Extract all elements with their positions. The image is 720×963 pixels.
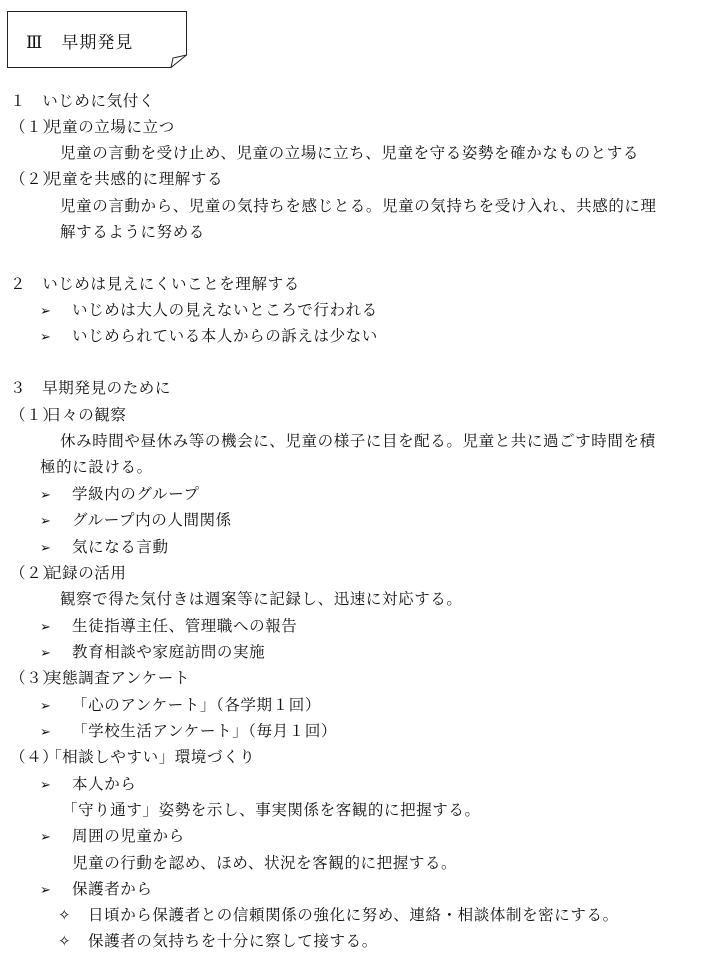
arrow-bullet-icon: ➢	[40, 330, 52, 345]
diamond-bullet-icon: ✧	[58, 932, 72, 950]
item-marker: （２）	[10, 564, 59, 582]
item-1-2-text-line2: 解するように努める	[60, 223, 205, 241]
item-marker: （４）	[10, 748, 59, 766]
item-marker: （３）	[10, 669, 59, 687]
item-marker: （２）	[10, 170, 59, 188]
item-3-3	[10, 668, 190, 688]
bullet-item: ➢ グループ内の人間関係	[40, 510, 232, 532]
item-3-2	[10, 563, 127, 583]
sub-text: 「守り通す」姿勢を示し、事実関係を客観的に把握する。	[62, 801, 481, 819]
item-1-2	[10, 169, 223, 189]
arrow-bullet-icon: ➢	[40, 646, 52, 661]
arrow-bullet-icon: ➢	[40, 725, 52, 740]
item-marker: （１）	[10, 118, 59, 136]
bullet-item: ➢ 生徒指導主任、管理職への報告	[40, 616, 297, 638]
bullet-item: ➢ 「心のアンケート」（各学期１回）	[40, 695, 321, 717]
item-3-4	[10, 747, 255, 767]
item-label: 児童を共感的に理解する	[46, 170, 224, 188]
item-1-2-text-line1: 児童の言動から、児童の気持ちを感じとる。児童の気持ちを受け入れ、共感的に理	[60, 197, 657, 215]
item-3-2-text: 観察で得た気付きは週案等に記録し、迅速に対応する。	[60, 590, 463, 608]
point-item: ✧ 日頃から保護者との信頼関係の強化に努め、連絡・相談体制を密にする。	[58, 906, 619, 924]
arrow-bullet-icon: ➢	[40, 883, 52, 898]
bullet-item: ➢ 気になる言動	[40, 537, 169, 559]
sub-text: 児童の行動を認め、ほめ、状況を客観的に把握する。	[72, 854, 458, 872]
arrow-bullet-icon: ➢	[40, 620, 52, 635]
bullet-item: ➢ 「学校生活アンケート」（毎月１回）	[40, 721, 337, 743]
arrow-bullet-icon: ➢	[40, 830, 52, 845]
bullet-item: ➢ 保護者から	[40, 879, 153, 901]
arrow-bullet-icon: ➢	[40, 541, 52, 556]
item-label: 実態調査アンケート	[46, 669, 190, 687]
arrow-bullet-icon: ➢	[40, 699, 52, 714]
arrow-bullet-icon: ➢	[40, 304, 52, 319]
title-box	[7, 11, 187, 68]
bullet-item: ➢ いじめられている本人からの訴えは少ない	[40, 326, 378, 348]
item-label: 記録の活用	[46, 564, 127, 582]
bullet-item: ➢ 本人から	[40, 774, 136, 796]
item-label: 「相談しやすい」環境づくり	[46, 748, 256, 766]
section-heading-3: ３ 早期発見のために	[10, 379, 172, 397]
section-heading-2: ２ いじめは見えにくいことを理解する	[10, 275, 300, 293]
item-3-1	[10, 405, 127, 425]
arrow-bullet-icon: ➢	[40, 488, 52, 503]
item-label: 日々の観察	[46, 406, 127, 424]
item-3-1-text-line1: 休み時間や昼休み等の機会に、児童の様子に目を配る。児童と共に過ごす時間を積	[60, 432, 656, 450]
diamond-bullet-icon: ✧	[58, 906, 72, 924]
arrow-bullet-icon: ➢	[40, 778, 52, 793]
section-heading-1: １ いじめに気付く	[10, 92, 155, 110]
bullet-item: ➢ 教育相談や家庭訪問の実施	[40, 642, 265, 664]
item-1-1-text: 児童の言動を受け止め、児童の立場に立ち、児童を守る姿勢を確かなものとする	[60, 144, 639, 162]
point-item: ✧ 保護者の気持ちを十分に察して接する。	[58, 932, 378, 950]
page-title: Ⅲ 早期発見	[26, 33, 134, 53]
bullet-item: ➢ 学級内のグループ	[40, 484, 200, 506]
item-3-1-text-line2: 極的に設ける。	[40, 458, 153, 476]
item-1-1	[10, 117, 175, 137]
item-marker: （１）	[10, 406, 59, 424]
bullet-item: ➢ 周囲の児童から	[40, 826, 185, 848]
bullet-item: ➢ いじめは大人の見えないところで行われる	[40, 300, 378, 322]
item-label: 児童の立場に立つ	[46, 118, 175, 136]
arrow-bullet-icon: ➢	[40, 514, 52, 529]
